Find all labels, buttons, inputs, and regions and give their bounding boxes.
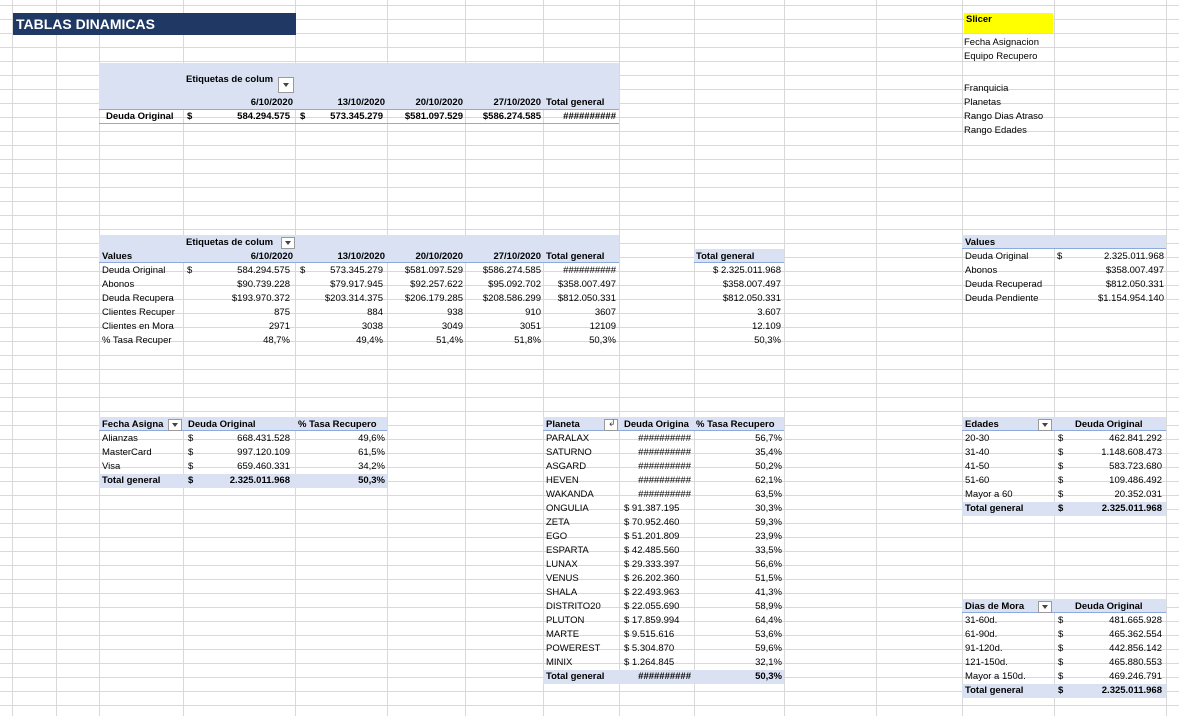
edades-filter-dropdown[interactable]: [1038, 419, 1052, 431]
mora-row-currency: $: [1058, 615, 1064, 626]
pivot2-row-value-4: 51,8%: [514, 335, 541, 346]
edades-row-currency: $: [1058, 433, 1064, 444]
planetas-row-label: ASGARD: [546, 461, 587, 472]
planetas-row-label: WAKANDA: [546, 489, 594, 500]
franquicia-row-currency: $: [188, 433, 194, 444]
edades-row-label: 31-40: [965, 447, 990, 458]
pivot2-row-currency: $: [187, 265, 193, 276]
edades-row-label: 51-60: [965, 475, 990, 486]
pivot2-row-value-4: 910: [525, 307, 541, 318]
pivot2-row-label: Deuda Recupera: [102, 293, 174, 304]
pivot2-row-value-2: $79.917.945: [330, 279, 383, 290]
pivot2-row-total: $358.007.497: [557, 279, 616, 290]
pivot2-row-value-3: 51,4%: [436, 335, 463, 346]
planetas-row-deuda: $ 22.493.963: [624, 587, 680, 598]
planetas-row-label: ESPARTA: [546, 545, 589, 556]
pivot2-row-value-4: $208.586.299: [482, 293, 541, 304]
franquicia-filter-dropdown[interactable]: [168, 419, 182, 431]
slicer-header: Slicer: [964, 13, 1053, 33]
pivot2-row-total: 50,3%: [589, 335, 616, 346]
mora-row-currency: $: [1058, 657, 1064, 668]
mora-row-value: 469.246.791: [1109, 671, 1162, 682]
edades-row-currency: $: [1058, 475, 1064, 486]
planetas-row-tasa: 50,2%: [755, 461, 782, 472]
planetas-row-label: MARTE: [546, 629, 580, 640]
mora-row-value: 465.880.553: [1109, 657, 1162, 668]
mora-row-value: 442.856.142: [1109, 643, 1162, 654]
franquicia-total-deuda: 2.325.011.968: [229, 475, 290, 486]
planetas-row-deuda: $ 9.515.616: [624, 629, 675, 640]
franquicia-row-currency: $: [188, 447, 194, 458]
mora-row-label: 91-120d.: [965, 643, 1003, 654]
pivot2-row-grand-total: 3.607: [757, 307, 781, 318]
franquicia-row-tasa: 61,5%: [358, 447, 385, 458]
values-summary-row-label: Deuda Pendiente: [965, 293, 1039, 304]
mora-row-label: Mayor a 150d.: [965, 671, 1026, 682]
franquicia-total-currency: $: [188, 475, 194, 486]
pivot2-row-value-2: 3038: [361, 321, 383, 332]
pivot2-row-value-2: 884: [367, 307, 383, 318]
pivot1-date-3: 20/10/2020: [415, 97, 463, 108]
franquicia-row-deuda: 668.431.528: [237, 433, 290, 444]
mora-total-value: 2.325.011.968: [1101, 685, 1162, 696]
pivot1-date-1: 6/10/2020: [250, 97, 293, 108]
franquicia-row-label: Alianzas: [102, 433, 138, 444]
values-summary-header: Values: [965, 237, 996, 248]
pivot2-row-currency: $: [300, 265, 306, 276]
planetas-row-deuda: ##########: [638, 489, 691, 500]
slicer-item-rango-dias-atraso[interactable]: Rango Dias Atraso: [964, 111, 1044, 122]
edades-row-value: 1.148.608.473: [1101, 447, 1162, 458]
pivot1-total-header: Total general: [546, 97, 605, 108]
edades-row-label: Mayor a 60: [965, 489, 1013, 500]
pivot1-value-1: 584.294.575: [237, 111, 290, 122]
values-summary-row-currency: $: [1057, 251, 1063, 262]
slicer-item-planetas[interactable]: Planetas: [964, 97, 1001, 108]
mora-header-label: Dias de Mora: [965, 601, 1025, 612]
mora-header-deuda: Deuda Original: [1075, 601, 1143, 612]
franquicia-total-tasa: 50,3%: [358, 475, 385, 486]
pivot2-row-label: Clientes en Mora: [102, 321, 174, 332]
pivot2-row-value-1: 48,7%: [263, 335, 290, 346]
edades-header-deuda: Deuda Original: [1075, 419, 1143, 430]
planetas-row-tasa: 63,5%: [755, 489, 782, 500]
sheet-title: TABLAS DINAMICAS: [13, 13, 296, 35]
planetas-row-tasa: 64,4%: [755, 615, 782, 626]
values-summary-row-value: $812.050.331: [1105, 279, 1164, 290]
edades-row-currency: $: [1058, 489, 1064, 500]
pivot1-column-labels: Etiquetas de colum: [186, 74, 274, 85]
franquicia-row-label: MasterCard: [102, 447, 152, 458]
planetas-header-deuda: Deuda Origina: [624, 419, 689, 430]
planetas-row-deuda: $ 91.387.195: [624, 503, 680, 514]
planetas-row-label: POWEREST: [546, 643, 601, 654]
franquicia-row-tasa: 34,2%: [358, 461, 385, 472]
franquicia-row-currency: $: [188, 461, 194, 472]
planetas-row-deuda: $ 26.202.360: [624, 573, 680, 584]
pivot2-row-total: 12109: [589, 321, 616, 332]
planetas-row-tasa: 56,7%: [755, 433, 782, 444]
pivot2-row-label: % Tasa Recuper: [102, 335, 172, 346]
planetas-row-deuda: ##########: [638, 433, 691, 444]
pivot2-row-value-1: 584.294.575: [237, 265, 290, 276]
franquicia-row-label: Visa: [102, 461, 121, 472]
planetas-row-deuda: ##########: [638, 447, 691, 458]
planetas-row-label: ONGULIA: [546, 503, 589, 514]
planetas-row-tasa: 56,6%: [755, 559, 782, 570]
franquicia-header-tasa: % Tasa Recupero: [298, 419, 377, 430]
pivot2-row-grand-total: $ 2.325.011.968: [713, 265, 781, 276]
planetas-row-label: PARALAX: [546, 433, 590, 444]
pivot2-date-1: 6/10/2020: [250, 251, 293, 262]
edades-total-value: 2.325.011.968: [1101, 503, 1162, 514]
pivot2-row-value-3: 3049: [441, 321, 463, 332]
planetas-total-label: Total general: [546, 671, 605, 682]
pivot2-values-label: Values: [102, 251, 133, 262]
pivot2-filter-dropdown[interactable]: [281, 237, 295, 249]
planetas-row-label: HEVEN: [546, 475, 579, 486]
pivot1-cur-1: $: [187, 111, 193, 122]
franquicia-total-label: Total general: [102, 475, 161, 486]
pivot2-row-value-2: 49,4%: [356, 335, 383, 346]
pivot2-row-total: $812.050.331: [557, 293, 616, 304]
planetas-row-tasa: 58,9%: [755, 601, 782, 612]
pivot1-value-2: 573.345.279: [330, 111, 383, 122]
mora-row-value: 465.362.554: [1109, 629, 1162, 640]
planetas-row-deuda: $ 70.952.460: [624, 517, 680, 528]
planetas-row-tasa: 33,5%: [755, 545, 782, 556]
edades-row-currency: $: [1058, 447, 1064, 458]
slicer-item-franquicia[interactable]: Franquicia: [964, 83, 1009, 94]
pivot2-row-total: ##########: [563, 265, 616, 276]
mora-total-currency: $: [1058, 685, 1064, 696]
mora-total-label: Total general: [965, 685, 1024, 696]
planetas-row-deuda: $ 22.055.690: [624, 601, 680, 612]
planetas-row-tasa: 30,3%: [755, 503, 782, 514]
pivot2-row-value-1: 875: [274, 307, 290, 318]
values-summary-row-value: 2.325.011.968: [1103, 251, 1164, 262]
pivot2-row-grand-total: 50,3%: [754, 335, 781, 346]
planetas-row-tasa: 59,3%: [755, 517, 782, 528]
pivot1-date-2: 13/10/2020: [337, 97, 385, 108]
mora-row-currency: $: [1058, 643, 1064, 654]
pivot2-row-value-1: 2971: [268, 321, 290, 332]
pivot1-value-3: $581.097.529: [404, 111, 463, 122]
planetas-row-label: ZETA: [546, 517, 570, 528]
pivot2-date-2: 13/10/2020: [337, 251, 385, 262]
planetas-row-tasa: 41,3%: [755, 587, 782, 598]
slicer-item-equipo-recupero[interactable]: Equipo Recupero: [964, 51, 1038, 62]
edades-row-label: 20-30: [965, 433, 990, 444]
planetas-header-tasa: % Tasa Recupero: [696, 419, 775, 430]
edades-row-value: 462.841.292: [1109, 433, 1162, 444]
planetas-row-label: SATURNO: [546, 447, 592, 458]
planetas-row-tasa: 32,1%: [755, 657, 782, 668]
values-summary-row-value: $358.007.497: [1105, 265, 1164, 276]
edades-row-value: 583.723.680: [1109, 461, 1162, 472]
planetas-row-tasa: 23,9%: [755, 531, 782, 542]
values-summary-row-label: Abonos: [965, 265, 998, 276]
pivot2-row-value-3: $92.257.622: [410, 279, 463, 290]
pivot2-row-grand-total: $358.007.497: [722, 279, 781, 290]
pivot2-row-total: 3607: [594, 307, 616, 318]
pivot2-total-header: Total general: [546, 251, 605, 262]
pivot2-row-label: Deuda Original: [102, 265, 166, 276]
franquicia-row-tasa: 49,6%: [358, 433, 385, 444]
edades-total-label: Total general: [965, 503, 1024, 514]
planetas-row-deuda: ##########: [638, 475, 691, 486]
planetas-row-tasa: 35,4%: [755, 447, 782, 458]
edades-row-currency: $: [1058, 461, 1064, 472]
mora-row-label: 31-60d.: [965, 615, 998, 626]
pivot2-row-value-2: $203.314.375: [324, 293, 383, 304]
pivot2-row-value-1: $90.739.228: [237, 279, 290, 290]
planetas-row-label: PLUTON: [546, 615, 585, 626]
planetas-header-label: Planeta: [546, 419, 580, 430]
pivot2-row-label: Clientes Recuper: [102, 307, 175, 318]
mora-row-value: 481.665.928: [1109, 615, 1162, 626]
pivot2-row-value-3: $581.097.529: [404, 265, 463, 276]
edades-header-label: Edades: [965, 419, 999, 430]
values-summary-row-label: Deuda Original: [965, 251, 1029, 262]
planetas-row-label: MINIX: [546, 657, 573, 668]
pivot2-row-value-3: $206.179.285: [404, 293, 463, 304]
planetas-row-deuda: $ 17.859.994: [624, 615, 680, 626]
pivot1-total: ##########: [563, 111, 616, 122]
pivot2-row-value-3: 938: [447, 307, 463, 318]
planetas-row-tasa: 51,5%: [755, 573, 782, 584]
planetas-row-deuda: $ 1.264.845: [624, 657, 675, 668]
planetas-total-deuda: ##########: [638, 671, 691, 682]
edades-row-value: 109.486.492: [1109, 475, 1162, 486]
pivot1-date-4: 27/10/2020: [493, 97, 541, 108]
pivot2-row-grand-total: 12.109: [751, 321, 781, 332]
planetas-row-label: LUNAX: [546, 559, 578, 570]
pivot2-date-4: 27/10/2020: [493, 251, 541, 262]
slicer-item-fecha-asignacion[interactable]: Fecha Asignacion: [964, 37, 1039, 48]
values-summary-row-value: $1.154.954.140: [1097, 293, 1164, 304]
pivot1-row-label: Deuda Original: [106, 111, 174, 122]
planetas-row-label: DISTRITO20: [546, 601, 601, 612]
planetas-sort-dropdown[interactable]: [604, 419, 618, 431]
pivot2-row-grand-total: $812.050.331: [722, 293, 781, 304]
pivot2-gt-header: Total general: [696, 251, 755, 262]
edades-row-value: 20.352.031: [1114, 489, 1162, 500]
mora-row-currency: $: [1058, 629, 1064, 640]
pivot2-row-value-2: 573.345.279: [330, 265, 383, 276]
planetas-row-label: SHALA: [546, 587, 578, 598]
pivot1-filter-dropdown[interactable]: [278, 77, 294, 93]
franquicia-row-deuda: 997.120.109: [237, 447, 290, 458]
planetas-row-deuda: $ 51.201.809: [624, 531, 680, 542]
slicer-item-rango-edades[interactable]: Rango Edades: [964, 125, 1027, 136]
planetas-total-tasa: 50,3%: [755, 671, 782, 682]
pivot2-row-value-4: $586.274.585: [482, 265, 541, 276]
pivot2-row-label: Abonos: [102, 279, 135, 290]
planetas-row-label: VENUS: [546, 573, 579, 584]
edades-total-currency: $: [1058, 503, 1064, 514]
mora-row-label: 121-150d.: [965, 657, 1008, 668]
pivot2-row-value-4: 3051: [519, 321, 541, 332]
planetas-row-label: EGO: [546, 531, 568, 542]
planetas-row-deuda: $ 5.304.870: [624, 643, 675, 654]
franquicia-header-deuda: Deuda Original: [188, 419, 256, 430]
pivot1-cur-2: $: [300, 111, 306, 122]
planetas-row-deuda: $ 29.333.397: [624, 559, 680, 570]
mora-row-currency: $: [1058, 671, 1064, 682]
values-summary-row-label: Deuda Recuperad: [965, 279, 1043, 290]
planetas-row-deuda: $ 42.485.560: [624, 545, 680, 556]
planetas-row-tasa: 62,1%: [755, 475, 782, 486]
planetas-row-deuda: ##########: [638, 461, 691, 472]
franquicia-row-deuda: 659.460.331: [237, 461, 290, 472]
pivot1-value-4: $586.274.585: [482, 111, 541, 122]
mora-filter-dropdown[interactable]: [1038, 601, 1052, 613]
edades-row-label: 41-50: [965, 461, 990, 472]
pivot2-column-labels: Etiquetas de colum: [186, 237, 274, 248]
pivot2-date-3: 20/10/2020: [415, 251, 463, 262]
pivot2-row-value-1: $193.970.372: [231, 293, 290, 304]
mora-row-label: 61-90d.: [965, 629, 998, 640]
franquicia-header-label: Fecha Asigna: [102, 419, 164, 430]
planetas-row-tasa: 53,6%: [755, 629, 782, 640]
planetas-row-tasa: 59,6%: [755, 643, 782, 654]
pivot2-row-value-4: $95.092.702: [488, 279, 541, 290]
